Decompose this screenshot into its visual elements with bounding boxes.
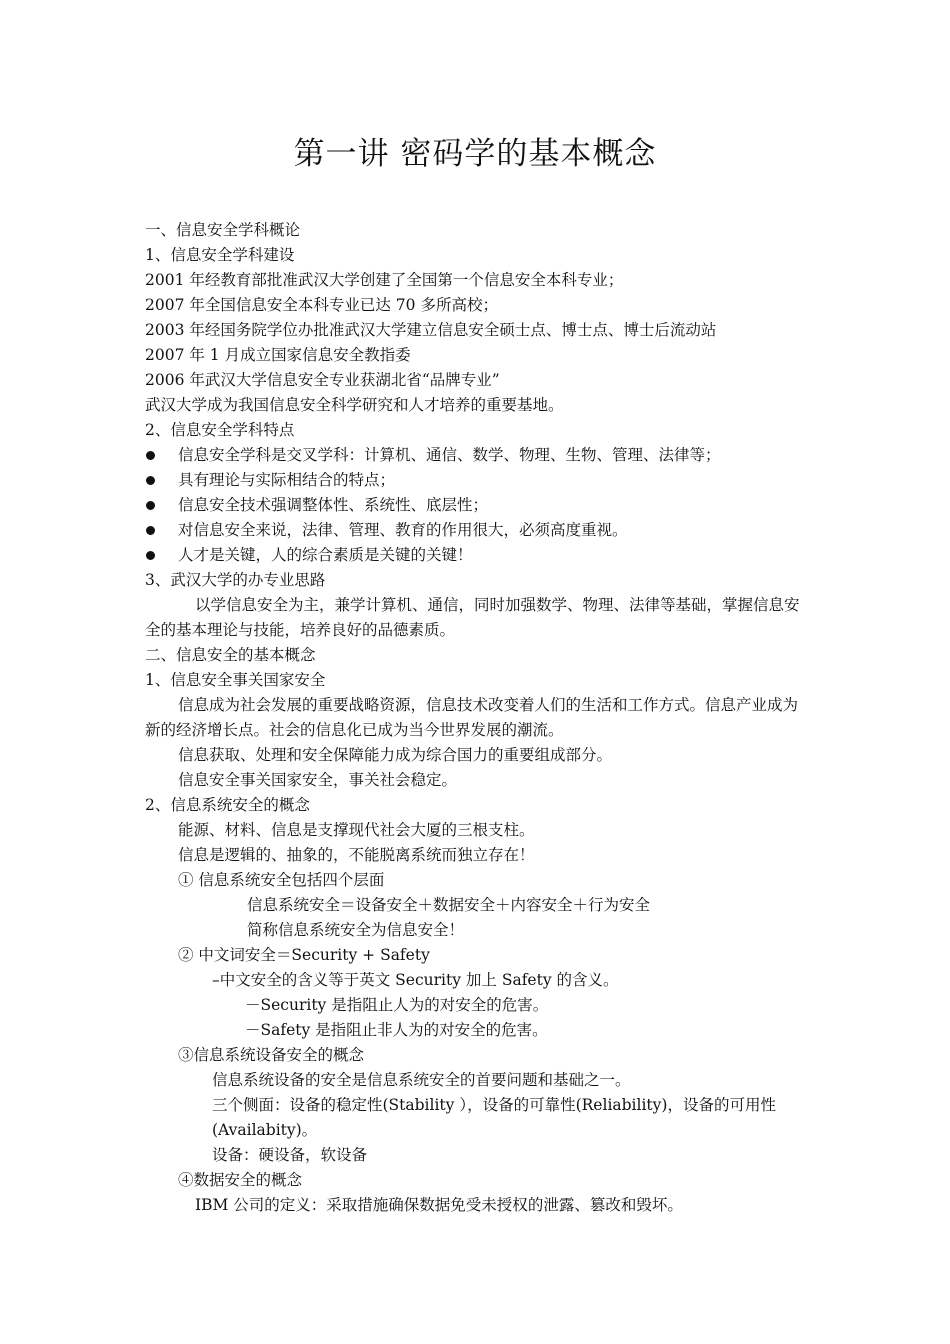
paragraph-line: 信息是逻辑的、抽象的，不能脱离系统而独立存在！ (178, 846, 535, 864)
list-item (145, 518, 810, 543)
paragraph-line: 信息系统安全＝设备安全＋数据安全＋内容安全＋行为安全 (247, 896, 651, 914)
list-item-text: 信息安全学科是交叉学科：计算机、通信、数学、物理、生物、管理、法律等； (178, 446, 721, 464)
paragraph-line: 2007 年全国信息安全本科专业已达 70 多所高校； (145, 296, 498, 314)
paragraph: 信息成为社会发展的重要战略资源，信息技术改变着人们的生活和工作方式。信息产业成为新的经济增长点。社会的信息化已成为当今世界发展的潮流。 (145, 696, 799, 739)
document-body (145, 218, 810, 1218)
paragraph-line: 武汉大学成为我国信息安全科学研究和人才培养的重要基地。 (145, 396, 564, 414)
list-item-text: 具有理论与实际相结合的特点； (178, 471, 396, 489)
paragraph-line: 2001 年经教育部批准武汉大学创建了全国第一个信息安全本科专业； (145, 271, 624, 289)
bullet-icon (146, 476, 155, 485)
list-item (145, 543, 810, 568)
paragraph-line: 能源、材料、信息是支撑现代社会大厦的三根支柱。 (178, 821, 535, 839)
paragraph-line: IBM 公司的定义：采取措施确保数据免受未授权的泄露、篡改和毁坏。 (195, 1196, 683, 1214)
paragraph: 三个侧面：设备的稳定性(Stability ），设备的可靠性(Reliability)，设备的可用性(Availabity)。 (212, 1096, 776, 1139)
subsection-heading-1-2: 2、信息安全学科特点 (145, 421, 295, 439)
list-item (145, 443, 810, 468)
paragraph-line: －Security 是指阻止人为的对安全的危害。 (245, 996, 549, 1014)
section-heading-1: 一、信息安全学科概论 (145, 221, 301, 239)
list-item-text: 人才是关键，人的综合素质是关键的关键！ (178, 546, 473, 564)
paragraph-line: 2007 年 1 月成立国家信息安全教指委 (145, 346, 411, 364)
paragraph-line: 简称信息系统安全为信息安全！ (247, 921, 465, 939)
paragraph-line: －Safety 是指阻止非人为的对安全的危害。 (245, 1021, 548, 1039)
list-item-text: 信息安全技术强调整体性、系统性、底层性； (178, 496, 489, 514)
paragraph-line: 2006 年武汉大学信息安全专业获湖北省“品牌专业” (145, 371, 500, 389)
numbered-heading: ② 中文词安全＝Security + Safety (178, 946, 430, 964)
paragraph-line: –中文安全的含义等于英文 Security 加上 Safety 的含义。 (212, 971, 619, 989)
bullet-icon (146, 551, 155, 560)
paragraph-line: 信息系统设备的安全是信息系统安全的首要问题和基础之一。 (212, 1071, 631, 1089)
numbered-heading: ③信息系统设备安全的概念 (178, 1046, 365, 1064)
subsection-heading-2-1: 1、信息安全事关国家安全 (145, 671, 326, 689)
list-item (145, 468, 810, 493)
subsection-heading-1-1: 1、信息安全学科建设 (145, 246, 295, 264)
section-heading-2: 二、信息安全的基本概念 (145, 646, 316, 664)
paragraph-line: 信息安全事关国家安全，事关社会稳定。 (178, 771, 458, 789)
list-item (145, 493, 810, 518)
bullet-icon (146, 526, 155, 535)
document-title: 第一讲 密码学的基本概念 (293, 136, 657, 172)
list-item-text: 对信息安全来说，法律、管理、教育的作用很大，必须高度重视。 (178, 521, 628, 539)
subsection-heading-2-2: 2、信息系统安全的概念 (145, 796, 310, 814)
bullet-icon (146, 451, 155, 460)
paragraph-line: 设备：硬设备，软设备 (212, 1146, 368, 1164)
bullet-icon (146, 501, 155, 510)
subsection-heading-1-3: 3、武汉大学的办专业思路 (145, 571, 326, 589)
paragraph: 以学信息安全为主，兼学计算机、通信，同时加强数学、物理、法律等基础，掌握信息安全的基本理论与技能，培养良好的品德素质。 (145, 596, 800, 639)
paragraph-line: 2003 年经国务院学位办批准武汉大学建立信息安全硕士点、博士点、博士后流动站 (145, 321, 717, 339)
numbered-heading: ① 信息系统安全包括四个层面 (178, 871, 385, 889)
numbered-heading: ④数据安全的概念 (178, 1171, 303, 1189)
paragraph-line: 信息获取、处理和安全保障能力成为综合国力的重要组成部分。 (178, 746, 613, 764)
